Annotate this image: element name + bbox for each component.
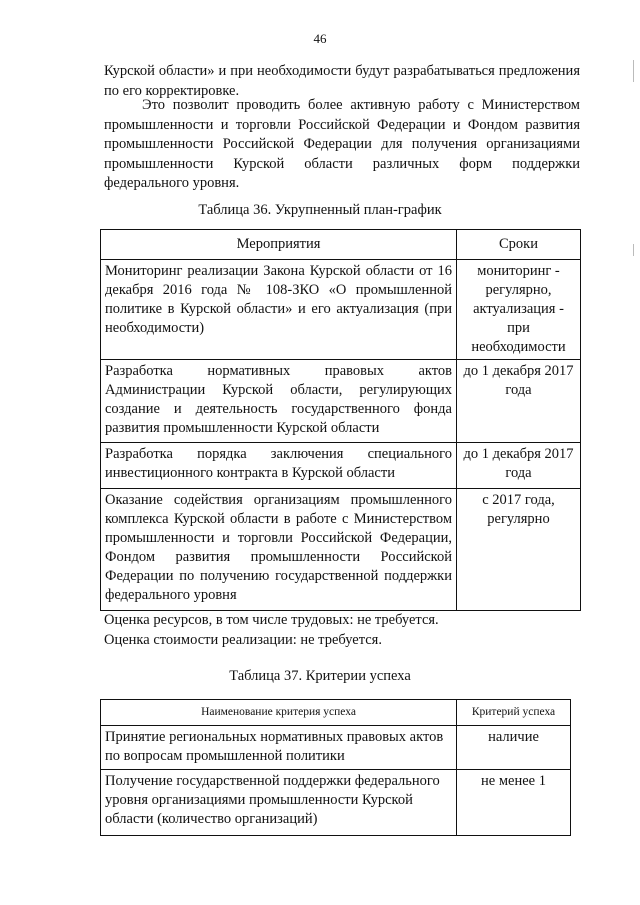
table-row	[101, 770, 571, 836]
deadline-cell: до 1 декабря 2017 года	[457, 443, 581, 489]
table-row	[101, 489, 581, 611]
paragraph-continuation: Курской области» и при необходимости будут разрабатываться предложения по его корректировке.	[104, 63, 580, 99]
scan-edge-mark	[633, 244, 634, 256]
activity-cell: Мониторинг реализации Закона Курской области от 16 декабря 2016 года № 108-ЗКО «О промышленной политике в Курской области» и его актуализация (при необходимости)	[101, 260, 457, 360]
table-37-success-criteria	[100, 699, 571, 836]
deadline-cell: с 2017 года, регулярно	[457, 489, 581, 611]
activity-cell: Разработка нормативных правовых актов Администрации Курской области, регулирующих создание и деятельность государственного фонда развития промышленности Курской области	[101, 360, 457, 443]
table-header-row	[101, 230, 581, 260]
cost-assessment: Оценка стоимости реализации: не требуется.	[104, 632, 382, 648]
resources-assessment: Оценка ресурсов, в том числе трудовых: не требуется.	[104, 612, 439, 628]
deadline-cell: мониторинг - регулярно, актуализация - при необходимости	[457, 260, 581, 360]
table-36-caption: Таблица 36. Укрупненный план-график	[198, 202, 442, 218]
header-criterion-name: Наименование критерия успеха	[101, 700, 457, 726]
header-deadlines: Сроки	[457, 230, 581, 260]
header-criterion-value: Критерий успеха	[457, 700, 571, 726]
table-36-plan-schedule	[100, 229, 581, 611]
criterion-name-cell: Принятие региональных нормативных правовых актов по вопросам промышленной политики	[101, 726, 457, 770]
paragraph-body: Это позволит проводить более активную работу с Министерством промышленности и торговли Российской Федерации и Фондом развития промышленности Российской Федерации для получения организациями промышленности Курской области различных форм поддержки федерального уровня.	[104, 97, 580, 191]
table-header-row	[101, 700, 571, 726]
table-row	[101, 360, 581, 443]
criterion-value-cell: не менее 1	[457, 770, 571, 836]
page-number: 46	[313, 31, 327, 46]
criterion-value-cell: наличие	[457, 726, 571, 770]
table-row	[101, 726, 571, 770]
activity-cell: Оказание содействия организациям промышленного комплекса Курской области в работе с Министерством промышленности и торговли Российской Федерации, Фондом развития промышленности Российской Федерации по получению государственной поддержки федерального уровня	[101, 489, 457, 611]
scan-edge-mark	[633, 60, 634, 82]
header-activities: Мероприятия	[101, 230, 457, 260]
activity-cell: Разработка порядка заключения специального инвестиционного контракта в Курской области	[101, 443, 457, 489]
criterion-name-cell: Получение государственной поддержки федерального уровня организациями промышленности Курской области (количество организаций)	[101, 770, 457, 836]
table-37-caption: Таблица 37. Критерии успеха	[229, 668, 411, 684]
table-row	[101, 260, 581, 360]
table-row	[101, 443, 581, 489]
deadline-cell: до 1 декабря 2017 года	[457, 360, 581, 443]
